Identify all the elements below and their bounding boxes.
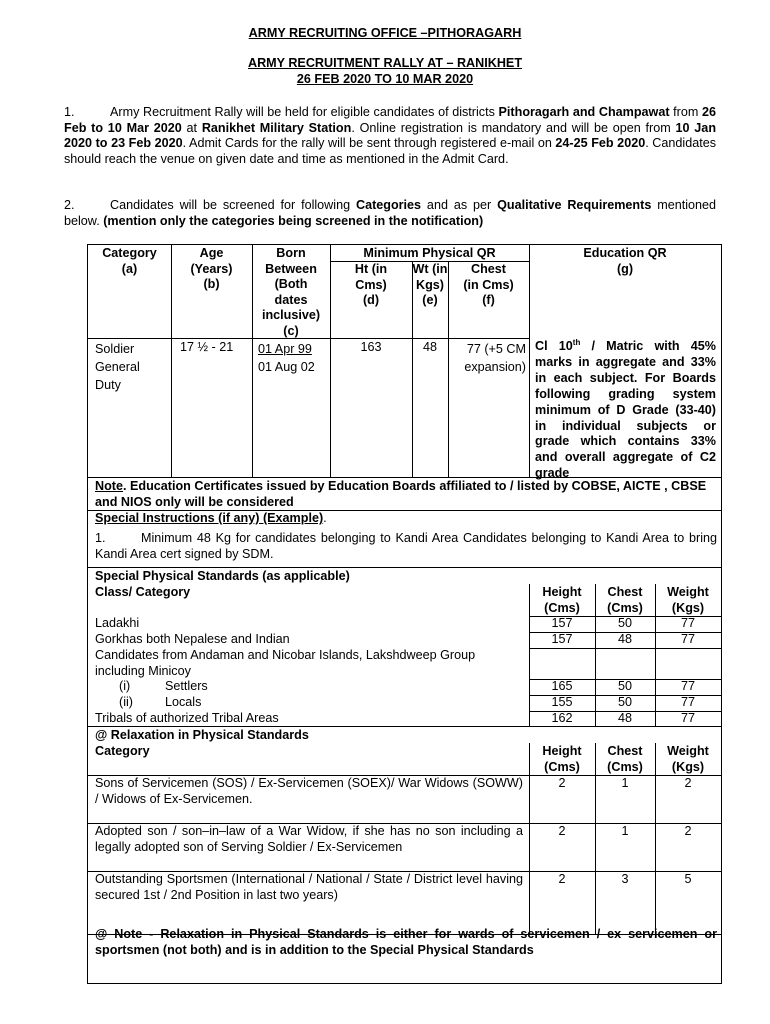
table-row-name: Adopted son / son–in–law of a War Widow, if she has no son including a legally adopted son of Serving Soldier / Ex-Servicemen [95, 824, 523, 854]
table-row-height: 2 [558, 776, 566, 790]
table-row-height: 2 [558, 824, 566, 838]
table-row-weight: 77 [680, 695, 695, 709]
col-born-header: Born Between (Both dates inclusive) (c) [261, 246, 321, 338]
table-row-chest: 48 [617, 632, 632, 646]
relaxation-note: @ Note - Relaxation in Physical Standards is either for wards of servicemen / ex servicemen or sportsmen (not both) and is in addition to the Special Physical Standards [95, 927, 717, 957]
col-chest-header: Chest (Cms) [607, 585, 643, 615]
weight-value: 48 [422, 340, 437, 354]
table-row-height: 155 [551, 695, 573, 709]
table-row-chest: 50 [617, 695, 632, 709]
special-physical-title: Special Physical Standards (as applicable) [95, 569, 350, 583]
min-physical-header: Minimum Physical QR [363, 246, 496, 260]
table-row-chest: 3 [621, 872, 629, 886]
rally-dates-heading: 26 FEB 2020 TO 10 MAR 2020 [296, 72, 474, 86]
table-row-num: (i) [119, 679, 131, 693]
text: Army Recruitment Rally will be held for eligible candidates of districts [110, 105, 499, 119]
text: Categories [355, 198, 422, 212]
eligibility-table [87, 244, 722, 481]
col-height-header: Height (Cms) [542, 585, 582, 615]
relaxation-table [87, 726, 722, 984]
col-category-header: Category (a) [102, 246, 157, 276]
relaxation-title: @ Relaxation in Physical Standards [95, 728, 309, 742]
col-height-header: Height (Cms) [542, 744, 582, 774]
table-row-chest: 50 [617, 616, 632, 630]
table-row-height: 162 [551, 711, 573, 725]
col-weight-header: Wt (in Kgs) (e) [412, 262, 448, 308]
table-row-chest: 48 [617, 711, 632, 725]
paragraph-number: 1. [64, 105, 75, 119]
born-value: 01 Apr 99 01 Aug 02 [258, 342, 315, 374]
registration-dates: 10 Jan 2020 to 23 Feb 2020 [64, 120, 717, 151]
table-row-chest: 50 [617, 679, 632, 693]
col-chest-header: Chest (Cms) [607, 744, 643, 774]
col-age-header: Age (Years) (b) [190, 246, 233, 292]
special-physical-standards [87, 567, 722, 727]
table-row-weight: 77 [680, 632, 695, 646]
special-instructions [87, 510, 722, 567]
table-row-name: Sons of Servicemen (SOS) / Ex-Servicemen (SOEX)/ War Widows (SOWW) / Widows of Ex-Servicemen. [95, 776, 523, 806]
table-row-weight: 2 [684, 776, 692, 790]
table-row-name: Tribals of authorized Tribal Areas [95, 711, 279, 725]
col-category-header: Category [95, 744, 150, 758]
col-chest-header: Chest (in Cms) (f) [463, 262, 514, 308]
text: at [181, 120, 202, 135]
special-instructions-title: Special Instructions (if any) (Example). [95, 511, 327, 525]
table-row-name: Settlers [165, 679, 208, 693]
paragraph-2 [64, 198, 716, 229]
rally-dates: 26 Feb to 10 Mar 2020 [64, 105, 717, 135]
col-weight-header: Weight (Kgs) [667, 585, 709, 615]
col-class-header: Class/ Category [95, 585, 191, 599]
paragraph-number: 2. [64, 198, 75, 212]
education-value: Cl 10th / Matric with 45% marks in aggregate and 33% in each subject. For Boards following grading system minimum of D Grade (33-40) in individual subjects or grade which contains 33% and overall aggregate of C2 grade [535, 337, 716, 481]
special-instruction-item: 1. Minimum 48 Kg for candidates belonging to Kandi Area Candidates belonging to Kandi Area to bring Kandi Area cert signed by SDM. [95, 531, 717, 561]
text: . Admit Cards for the rally will be sent through registered e-mail on [182, 136, 556, 151]
col-height-header: Ht (in Cms) (d) [354, 262, 388, 308]
table-row-weight: 77 [680, 711, 695, 725]
text: Candidates will be screened for following [110, 198, 356, 212]
text: and as per [421, 198, 498, 212]
table-row-chest: 1 [621, 776, 629, 790]
table-row-weight: 5 [684, 872, 692, 886]
table-row-name: Outstanding Sportsmen (International / National / State / District level having secured 1st / 2nd Position in last two years) [95, 872, 523, 902]
age-value: 17 ½ - 21 [180, 340, 234, 354]
text: Qualitative Requirements [497, 198, 652, 212]
col-weight-header: Weight (Kgs) [667, 744, 709, 774]
text: from [669, 105, 702, 119]
chest-value: 77 (+5 CM expansion) [464, 342, 526, 374]
col-education-header: Education QR (g) [583, 246, 667, 276]
table-row-name: Gorkhas both Nepalese and Indian [95, 632, 290, 646]
rally-venue: Ranikhet Military Station [201, 120, 352, 135]
table-row-weight: 2 [684, 824, 692, 838]
table-row-name: Candidates from Andaman and Nicobar Islands, Lakshdweep Group including Minicoy [95, 648, 476, 678]
table-row-height: 157 [551, 616, 573, 630]
text: . Candidates should reach the venue on given date and time as mentioned in the Admit Card. [64, 136, 716, 166]
table-row-name: Locals [165, 695, 202, 709]
note-row [87, 477, 722, 511]
rally-heading: ARMY RECRUITMENT RALLY AT – RANIKHET [247, 56, 523, 70]
table-row-height: 165 [551, 679, 573, 693]
districts: Pithoragarh and Champawat [498, 105, 670, 119]
height-value: 163 [360, 340, 382, 354]
note-text: Note. Education Certificates issued by Education Boards affiliated to / listed by COBSE, AICTE , CBSE and NIOS only will be considered [95, 479, 707, 509]
office-heading: ARMY RECRUITING OFFICE –PITHORAGARH [248, 26, 522, 40]
table-row-height: 2 [558, 872, 566, 886]
table-row-height: 157 [551, 632, 573, 646]
text: . Online registration is mandatory and will be open from [351, 120, 676, 135]
admit-card-dates: 24-25 Feb 2020 [555, 136, 646, 151]
table-row-weight: 77 [680, 616, 695, 630]
paragraph-1 [64, 105, 716, 167]
table-row-weight: 77 [680, 679, 695, 693]
category-value: Soldier General Duty [95, 342, 140, 392]
text: (mention only the categories being screened in the notification) [103, 213, 484, 228]
table-row-num: (ii) [119, 695, 133, 709]
text: mentioned below. [64, 198, 717, 228]
table-row-name: Ladakhi [95, 616, 140, 630]
table-row-chest: 1 [621, 824, 629, 838]
